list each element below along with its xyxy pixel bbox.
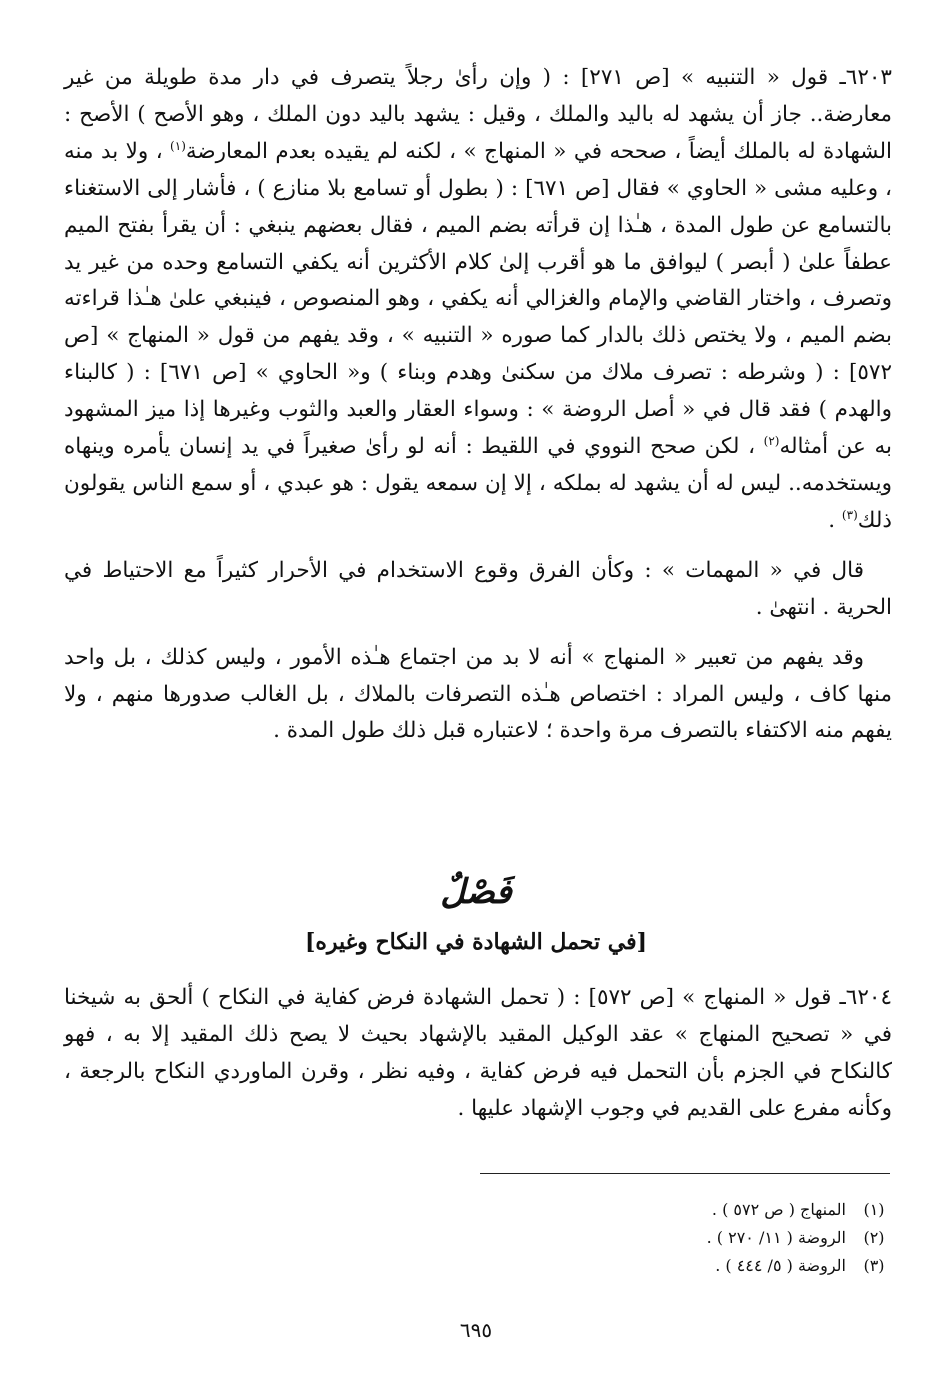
paragraph-minhaj-note: وقد يفهم من تعبير « المنهاج » أنه لا بد من اجتماع هـٰذه الأمور ، وليس كذلك ، بل واحد منها كاف ، وليس المراد : اختصاص هـٰذه التصرفات بالملاك ، بل الغالب صدورها منهم ، ولا يفهم منه الاكتفاء بالتصرف مرة واحدة ؛ لاعتباره قبل ذلك طول المدة .: [64, 644, 892, 744]
section-subtitle: [في تحمل الشهادة في النكاح وغيره]: [304, 929, 648, 955]
footnote-text: الروضة ( ٥/ ٤٤٤ ) .: [715, 1256, 846, 1275]
footnote-ref-3[interactable]: (٣): [841, 507, 858, 522]
footnote-text: الروضة ( ١١/ ٢٧٠ ) .: [706, 1228, 846, 1247]
footnote-number: (١): [863, 1200, 885, 1219]
section-heading: [0, 862, 952, 962]
footnote-divider: [480, 1173, 890, 1174]
footnotes: [400, 1196, 890, 1280]
paragraph-6204: ٦٢٠٤ـ قول « المنهاج » [ص ٥٧٢] : ( تحمل الشهادة فرض كفاية في النكاح ) ألحق به شيخنا في « تصحيح المنهاج » عقد الوكيل المقيد بالإشهاد بحيث لا يصح ذلك المقيد إلا به ، فهو كالنكاح في الجزم بأن التحمل فيه فرض كفاية ، وفيه نظر ، وقرن الماوردي النكاح بالرجعة ، وكأنه مفرع على القديم في وجوب الإشهاد عليها .: [64, 985, 892, 1121]
main-text-block: [64, 60, 892, 750]
paragraph-6203-text-b: ، ولا بد منه ، وعليه مشى « الحاوي » فقال [ص ٦٧١] : ( بطول أو تسامع بلا منازع ) ، فأشار إلى الاستغناء بالتسامع عن طول المدة ، هـٰذا إن قرأته بضم الميم ، فقال بعضهم ينبغي : أن يقرأ بفتح الميم عطفاً علىٰ ( أبصر ) ليوافق ما هو أقرب إلىٰ كلام الأكثرين أنه يكفي التسامع وحده من غير يد وتصرف ، واختار القاضي والإمام والغزالي أنه يكفي ، وهو المنصوص ، فينبغي علىٰ هـٰذا قراءته بضم الميم ، ولا يختص ذلك بالدار كما صوره « التنبيه » ، وقد يفهم من قول « المنهاج » [ص ٥٧٢] : ( وشرطه : تصرف ملاك من سكنىٰ وهدم وبناء ) و« الحاوي » [ص ٦٧١] : ( كالبناء والهدم ) فقد قال في « أصل الروضة » : وسواء العقار والعبد والثوب وغيرها إذا ميز المشهود به عن أمثاله: [64, 138, 892, 460]
page-number: ٦٩٥: [459, 1318, 493, 1342]
paragraph-6203-text-c: ، لكن صحح النووي في اللقيط : أنه لو رأىٰ صغيراً في يد إنسان يأمره وينهاه ويستخدمه.. ليس له أن يشهد له بملكه ، إلا إن سمعه يقول : هو عبدي ، أو سمع الناس يقولون ذلك: [64, 434, 892, 533]
footnote-item: [400, 1252, 890, 1280]
paragraph-6203-text-d: .: [828, 507, 842, 533]
paragraph-6203-text: ٦٢٠٣ـ قول « التنبيه » [ص ٢٧١] : ( وإن رأىٰ رجلاً يتصرف في دار مدة طويلة من غير معارضة.. جاز أن يشهد له باليد والملك ، وقيل : يشهد باليد دون الملك ، وهو الأصح ) الأصح : الشهادة له بالملك أيضاً ، صححه في « المنهاج » ، لكنه لم يقيده بعدم المعارضة: [64, 65, 892, 164]
footnote-item: [400, 1196, 890, 1224]
footnote-text: المنهاج ( ص ٥٧٢ ) .: [711, 1200, 846, 1219]
footnote-ref-2[interactable]: (٢): [763, 433, 780, 448]
section-title: فَصْلٌ: [440, 872, 512, 912]
footnote-number: (٣): [863, 1256, 885, 1275]
footnote-ref-1[interactable]: (١): [170, 138, 186, 153]
paragraph-6203: [64, 60, 892, 540]
footnote-number: (٢): [863, 1228, 885, 1247]
paragraph-muhimmat: قال في « المهمات » : وكأن الفرق وقوع الاستخدام في الأحرار كثيراً مع الاحتياط في الحرية . انتهىٰ .: [64, 557, 892, 620]
footnote-item: [400, 1224, 890, 1252]
